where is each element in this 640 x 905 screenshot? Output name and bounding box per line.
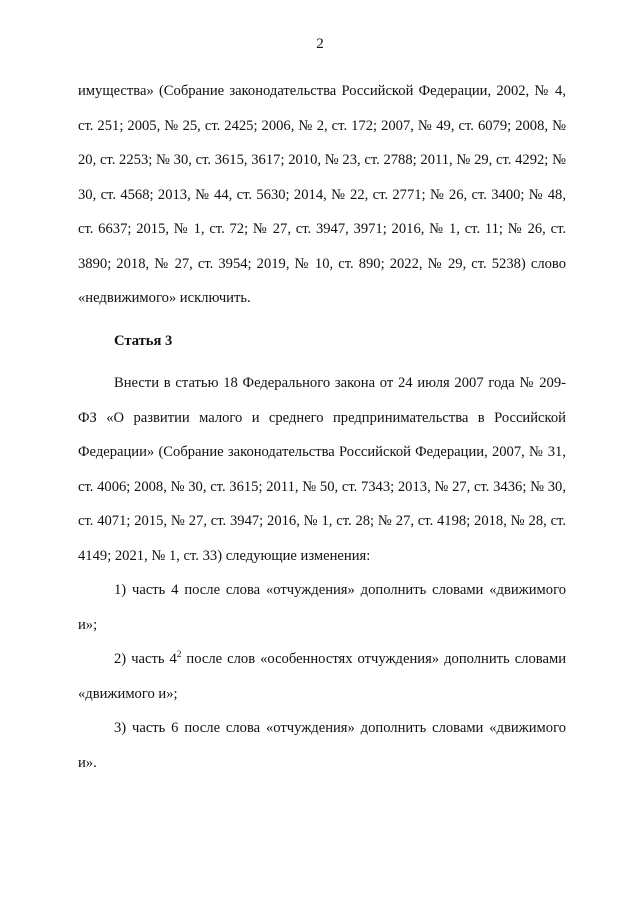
amendment-item-2-prefix: 2) часть 4 [114,651,177,667]
amendment-item-2 [78,642,566,711]
superscript: 2 [176,649,182,659]
amendment-item-2-text: после слов «особенностях отчуждения» дополнить словами «движимого и»; [78,651,566,702]
document-body [78,74,566,780]
amendment-item-1: 1) часть 4 после слова «отчуждения» дополнить словами «движимого и»; [78,582,566,633]
page-number: 2 [316,36,324,52]
article-intro-paragraph: Внести в статью 18 Федерального закона от 24 июля 2007 года № 209-ФЗ «О развитии малого и среднего предпринимательства в Российской Федерации» (Собрание законодательства Российской Федерации, 2007, № 31, ст. 4006; 2008, № 30, ст. 3615; 2011, № 50, ст. 7343; 2013, № 27, ст. 3436; № 30, ст. 4071; 2015, № 27, ст. 3947; 2016, № 1, ст. 28; № 27, ст. 4198; 2018, № 28, ст. 4149; 2021, № 1, ст. 33) следующие изменения: [78,375,566,564]
amendment-item-3: 3) часть 6 после слова «отчуждения» дополнить словами «движимого и». [78,720,566,771]
article-heading: Статья 3 [114,332,173,349]
continued-paragraph: имущества» (Собрание законодательства Российской Федерации, 2002, № 4, ст. 251; 2005, № 25, ст. 2425; 2006, № 2, ст. 172; 2007, № 49, ст. 6079; 2008, № 20, ст. 2253; № 30, ст. 3615, 3617; 2010, № 23, ст. 2788; 2011, № 29, ст. 4292; № 30, ст. 4568; 2013, № 44, ст. 5630; 2014, № 22, ст. 2771; № 26, ст. 3400; № 48, ст. 6637; 2015, № 1, ст. 72; № 27, ст. 3947, 3971; 2016, № 1, ст. 11; № 26, ст. 3890; 2018, № 27, ст. 3954; 2019, № 10, ст. 890; 2022, № 29, ст. 5238) слово «недвижимого» исключить. [78,83,566,306]
